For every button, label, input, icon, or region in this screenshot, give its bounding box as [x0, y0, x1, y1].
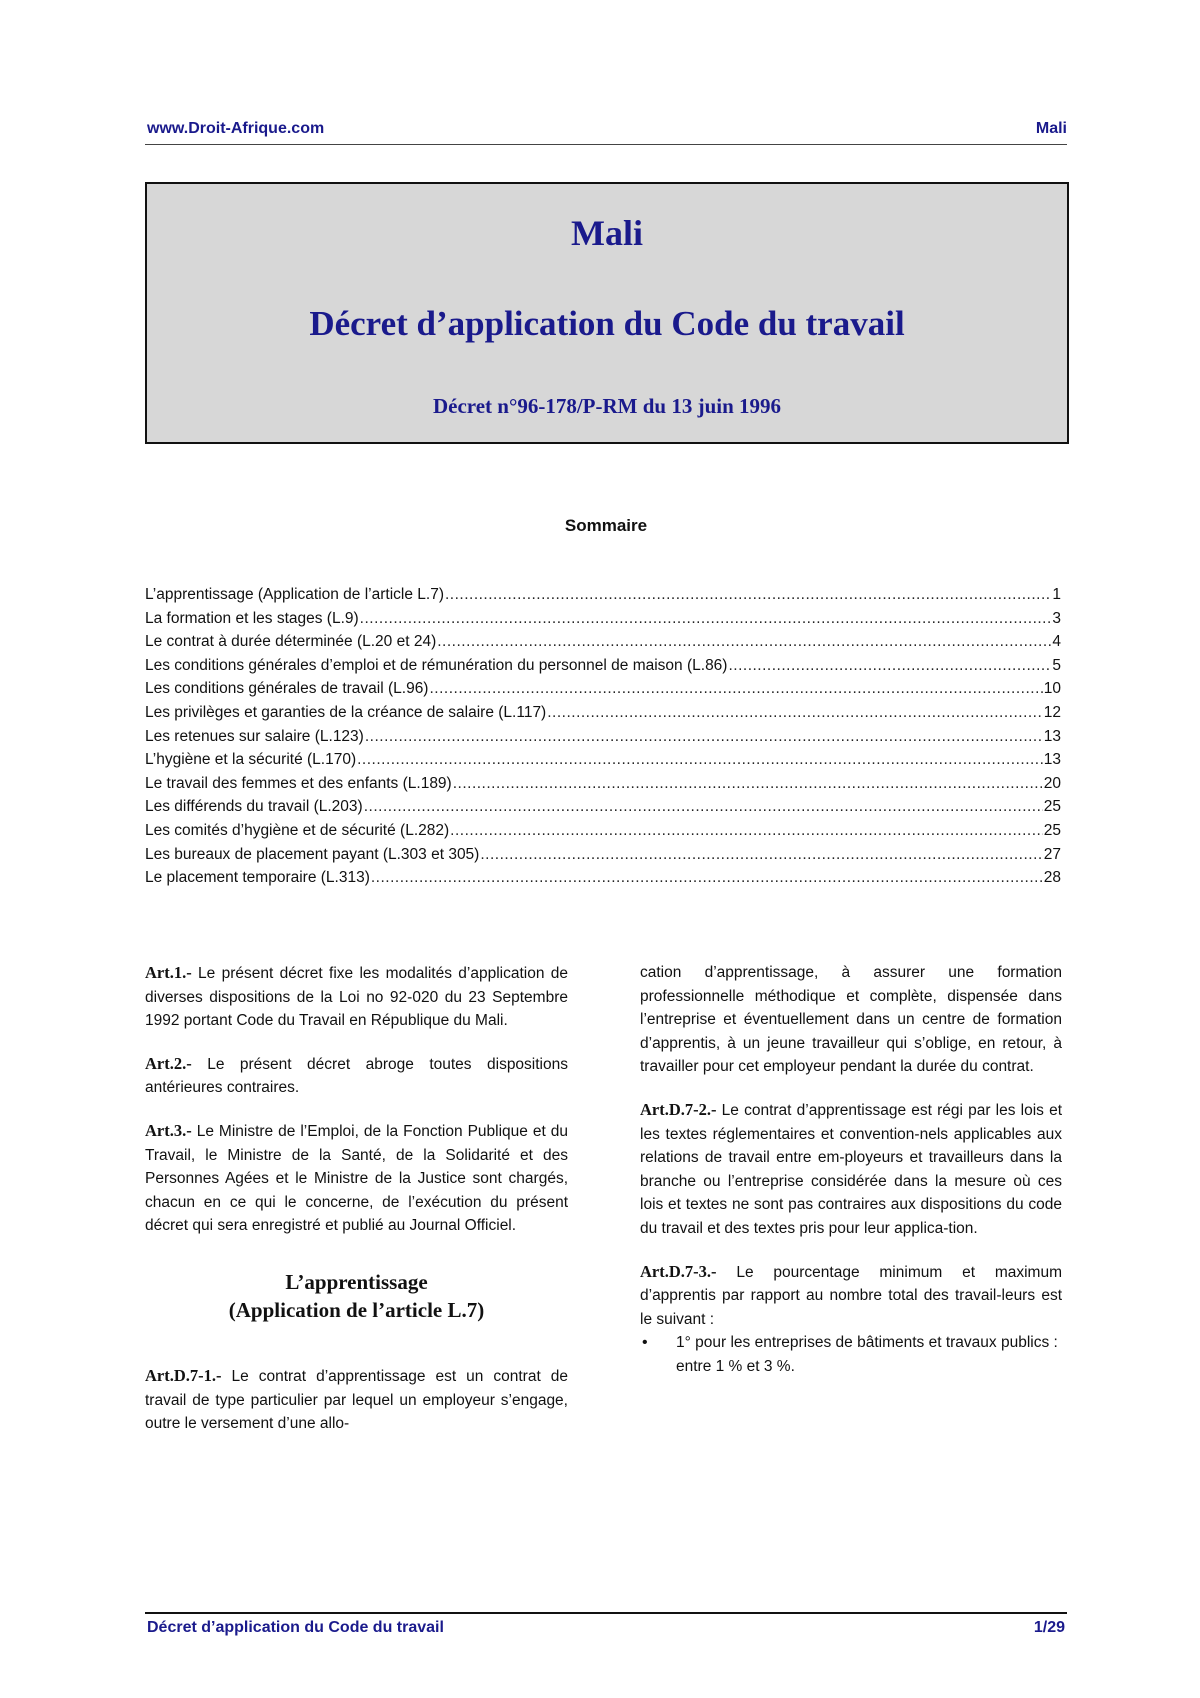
section-subtitle: (Application de l’article L.7): [228, 1297, 485, 1322]
toc-entry-page: 27: [1043, 845, 1061, 863]
toc-leader-dots: [365, 728, 1043, 746]
section-heading: [145, 1268, 568, 1324]
toc-entry[interactable]: [145, 728, 1061, 752]
document-title: Décret d’application du Code du travail: [309, 304, 905, 343]
article-d7-1: [145, 1364, 568, 1436]
page-footer: [147, 1619, 1065, 1641]
article-label: Art.3.-: [145, 1120, 192, 1140]
section-title: L’apprentissage: [285, 1269, 428, 1294]
article-label: Art.2.-: [145, 1053, 192, 1073]
toc-leader-dots: [450, 822, 1043, 840]
toc-entry-label: Les conditions générales de travail (L.96): [145, 680, 429, 698]
toc-leader-dots: [437, 633, 1051, 651]
footer-title: Décret d’application du Code du travail: [147, 1619, 444, 1636]
article-label: Art.D.7-3.-: [640, 1261, 717, 1281]
article-text: Le Ministre de l’Emploi, de la Fonction Publique et du Travail, le Ministre de la Santé, de la Solidarité et des Personnes Agées et le Ministre de la Justice sont chargés, chacun en ce qui le concerne, de l’exécution du présent décret qui sera enregistré et publié au Journal Officiel.: [145, 1122, 568, 1235]
toc-entry[interactable]: [145, 680, 1061, 704]
toc-leader-dots: [547, 704, 1043, 722]
toc-leader-dots: [371, 869, 1043, 887]
article-label: Art.D.7-1.-: [145, 1365, 222, 1385]
toc-leader-dots: [445, 586, 1051, 604]
toc-entry[interactable]: [145, 704, 1061, 728]
toc-entry-page: 10: [1043, 680, 1061, 698]
toc-entry-page: 20: [1043, 774, 1061, 792]
toc-entry[interactable]: [145, 586, 1061, 610]
toc-leader-dots: [453, 775, 1043, 793]
toc-entry-page: 13: [1043, 751, 1061, 769]
toc-entry-label: Les privilèges et garanties de la créance de salaire (L.117): [145, 703, 547, 721]
article-text: Le contrat d’apprentissage est un contrat de travail de type particulier par lequel un employeur s’engage, outre le versement d’une allo-: [145, 1367, 568, 1433]
toc-entry[interactable]: [145, 657, 1061, 681]
toc-entry-label: L’hygiène et la sécurité (L.170): [145, 751, 357, 769]
toc-entry[interactable]: [145, 822, 1061, 846]
article-1: [145, 961, 568, 1033]
toc-entry[interactable]: [145, 610, 1061, 634]
toc-entry-label: Le placement temporaire (L.313): [145, 869, 370, 887]
toc-entry-page: 5: [1052, 656, 1061, 674]
footer-divider: [145, 1612, 1067, 1614]
document-country: Mali: [571, 213, 643, 253]
toc-entry-label: L’apprentissage (Application de l’article L.7): [145, 586, 444, 603]
toc-entry-page: 13: [1043, 727, 1061, 745]
toc-entry-label: Les bureaux de placement payant (L.303 et 305): [145, 845, 480, 863]
article-continuation: cation d’apprentissage, à assurer une formation professionnelle méthodique et complète, dispensée dans l’entreprise et éventuellement dans un centre de formation d’apprentis, à un jeune travailleur qui s’oblige, en retour, à travailler pour cet employeur pendant la durée du contrat.: [640, 964, 1062, 1076]
right-column: [640, 961, 1062, 1379]
bullet-list: [640, 1331, 1062, 1378]
article-label: Art.1.-: [145, 963, 192, 982]
toc-entry-page: 25: [1043, 821, 1061, 839]
toc-entry-label: Les comités d’hygiène et de sécurité (L.282): [145, 821, 450, 839]
toc-leader-dots: [357, 751, 1043, 769]
toc-entry-label: Les différends du travail (L.203): [145, 798, 363, 816]
page-header: [147, 120, 1067, 142]
article-label: Art.D.7-2.-: [640, 1099, 717, 1119]
bullet-item: • 1° pour les entreprises de bâtiments et travaux publics : entre 1 % et 3 %.: [676, 1331, 1062, 1378]
toc-entry[interactable]: [145, 633, 1061, 657]
toc-entry-label: Le travail des femmes et des enfants (L.189): [145, 774, 452, 792]
toc-entry-page: 3: [1052, 609, 1061, 627]
toc-leader-dots: [728, 657, 1051, 675]
header-divider: [145, 144, 1067, 145]
decree-reference: Décret n°96-178/P-RM du 13 juin 1996: [432, 394, 782, 418]
article-text: Le présent décret abroge toutes dispositions antérieures contraires.: [145, 1055, 568, 1097]
table-of-contents: [145, 586, 1061, 893]
left-column: [145, 961, 568, 1455]
toc-entry-label: La formation et les stages (L.9): [145, 609, 359, 627]
toc-entry-page: 12: [1043, 703, 1061, 721]
toc-entry[interactable]: [145, 775, 1061, 799]
toc-entry[interactable]: [145, 869, 1061, 893]
toc-entry-page: 25: [1043, 798, 1061, 816]
article-text: Le contrat d’apprentissage est régi par les lois et les textes réglementaires et convention-nels applicables aux relations de travail entre em-ployeurs et travailleurs dans la branche ou l’entreprise considérée dans la mesure où ces lois et textes ne sont pas contraires aux dispositions du code du travail et des textes pris pour leur applica-tion.: [640, 1101, 1062, 1237]
site-link[interactable]: www.Droit-Afrique.com: [147, 120, 325, 137]
article-text: Le présent décret fixe les modalités d’application de diverses dispositions de la Loi no 92-020 du 23 Septembre 1992 portant Code du Travail en République du Mali.: [145, 965, 568, 1030]
page-number: 1/29: [1033, 1619, 1065, 1636]
toc-leader-dots: [429, 680, 1042, 698]
toc-leader-dots: [480, 846, 1042, 864]
toc-entry-label: Les retenues sur salaire (L.123): [145, 727, 364, 745]
toc-entry-page: 28: [1043, 869, 1061, 887]
toc-entry-label: Le contrat à durée déterminée (L.20 et 24): [145, 633, 437, 651]
title-box: [145, 182, 1069, 444]
toc-entry-page: 1: [1052, 586, 1061, 603]
header-country: Mali: [1035, 120, 1067, 137]
toc-leader-dots: [364, 798, 1043, 816]
toc-entry[interactable]: [145, 751, 1061, 775]
article-3: [145, 1119, 568, 1238]
article-text: Le pourcentage minimum et maximum d’apprentis par rapport au nombre total des travail-leurs est le suivant :: [640, 1263, 1062, 1328]
article-2: [145, 1052, 568, 1100]
sommaire-heading: Sommaire: [564, 516, 648, 535]
toc-leader-dots: [360, 610, 1052, 628]
article-d7-3: [640, 1260, 1062, 1332]
toc-entry-label: Les conditions générales d’emploi et de rémunération du personnel de maison (L.86): [145, 656, 728, 674]
toc-entry-page: 4: [1052, 633, 1061, 651]
toc-entry[interactable]: [145, 846, 1061, 870]
article-d7-2: [640, 1098, 1062, 1241]
toc-entry[interactable]: [145, 798, 1061, 822]
